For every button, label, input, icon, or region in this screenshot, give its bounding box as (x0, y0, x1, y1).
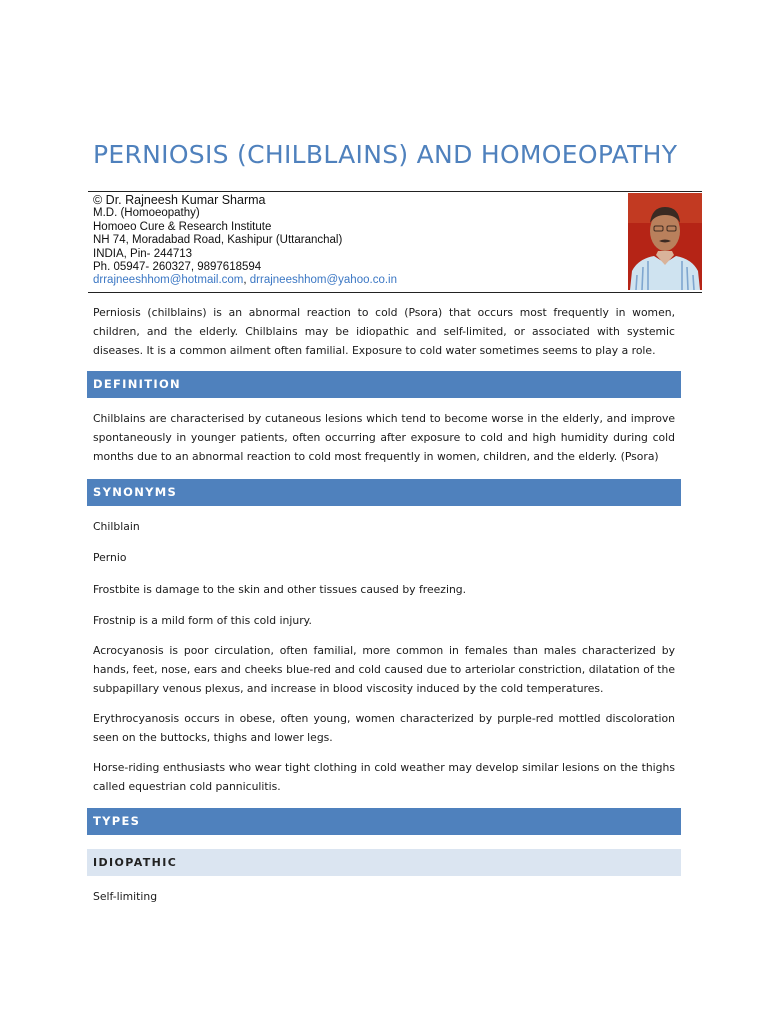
synonym-item: Pernio (93, 551, 127, 564)
intro-paragraph: Perniosis (chilblains) is an abnormal reaction to cold (Psora) that occurs most frequently in women, children, and the elderly. Chilblains may be idiopathic and self-limited, or associated with systemic diseases. It is a common ailment often familial. Exposure to cold water sometimes seems to play a role. (93, 306, 675, 357)
synonym-item: Acrocyanosis is poor circulation, often familial, more common in females than males characterized by hands, feet, nose, ears and cheeks blue-red and cold caused due to arteriolar constriction, dilatation of the subpapillary venous plexus, and increase in blood viscosity induced by the cold temperatures. (93, 644, 675, 695)
section-heading-definition: DEFINITION (87, 371, 681, 398)
author-institute: Homoeo Cure & Research Institute (93, 220, 272, 233)
author-photo (628, 193, 702, 290)
author-name: © Dr. Rajneesh Kumar Sharma (93, 193, 266, 207)
author-address: NH 74, Moradabad Road, Kashipur (Uttaranchal) (93, 234, 343, 247)
synonym-item: Chilblain (93, 520, 140, 533)
author-phone: Ph. 05947- 260327, 9897618594 (93, 261, 262, 274)
author-emails (93, 274, 397, 287)
email-separator: , (243, 274, 250, 287)
author-degree: M.D. (Homoeopathy) (93, 207, 200, 220)
author-details (93, 194, 397, 288)
synonym-item: Erythrocyanosis occurs in obese, often young, women characterized by purple-red mottled discoloration seen on the buttocks, thighs and lower legs. (93, 712, 675, 744)
author-portrait-image (628, 193, 702, 290)
email-link-yahoo[interactable]: drrajneeshhom@yahoo.co.in (249, 274, 397, 287)
email-link-hotmail[interactable]: drrajneeshhom@hotmail.com (93, 274, 244, 287)
idiopathic-paragraph: Self-limiting (93, 890, 158, 903)
document-title: PERNIOSIS (CHILBLAINS) AND HOMOEOPATHY (93, 140, 678, 169)
definition-paragraph: Chilblains are characterised by cutaneous lesions which tend to become worse in the elderly, and improve spontaneously in younger patients, often occurring after exposure to cold and high humidity during cold months due to an abnormal reaction to cold most frequently in women, children, and the elderly. (Psora) (93, 412, 675, 463)
section-heading-types: TYPES (87, 808, 681, 835)
synonym-item: Frostnip is a mild form of this cold injury. (93, 614, 312, 627)
section-heading-synonyms: SYNONYMS (87, 479, 681, 506)
synonym-item: Frostbite is damage to the skin and other tissues caused by freezing. (93, 583, 467, 596)
author-country-pin: INDIA, Pin- 244713 (93, 247, 193, 260)
author-block (88, 191, 702, 293)
subsection-heading-idiopathic: IDIOPATHIC (87, 849, 681, 876)
synonym-item: Horse-riding enthusiasts who wear tight clothing in cold weather may develop similar lesions on the thighs called equestrian cold panniculitis. (93, 761, 675, 793)
